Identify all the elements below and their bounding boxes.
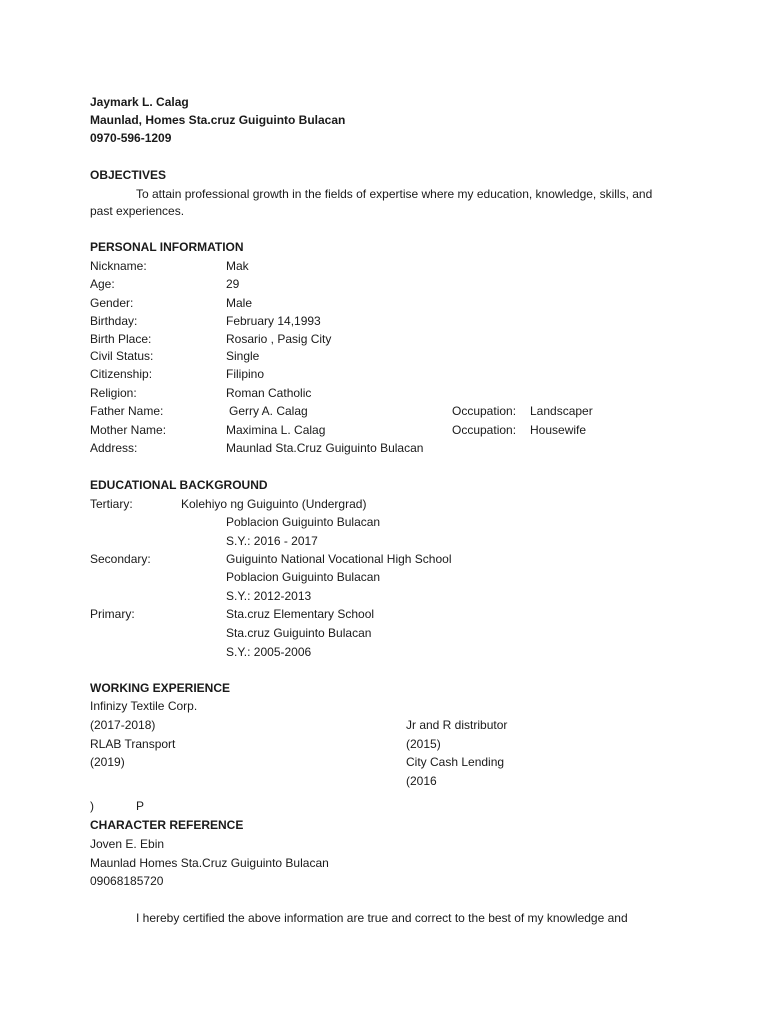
- education-level-label: Secondary:: [90, 552, 151, 566]
- objectives-heading: OBJECTIVES: [90, 168, 167, 182]
- education-level-label: Primary:: [90, 607, 135, 621]
- school-year: S.Y.: 2012-2013: [226, 589, 312, 603]
- employment-period: (2019): [90, 755, 125, 769]
- occupation-value: Landscaper: [530, 404, 593, 418]
- personal-value: February 14,1993: [226, 314, 321, 328]
- personal-label: Religion:: [90, 386, 137, 400]
- applicant-name: Jaymark L. Calag: [90, 95, 189, 109]
- school-location: Poblacion Guiguinto Bulacan: [226, 515, 381, 529]
- certification-text: I hereby certified the above information are true and correct to the best of my knowledge and: [136, 911, 628, 925]
- personal-value: Maximina L. Calag: [226, 423, 326, 437]
- personal-label: Age:: [90, 277, 115, 291]
- personal-value: Roman Catholic: [226, 386, 312, 400]
- employer-name: City Cash Lending: [406, 755, 505, 769]
- education-level-label: Tertiary:: [90, 497, 133, 511]
- occupation-value: Housewife: [530, 423, 587, 437]
- personal-label: Birth Place:: [90, 332, 152, 346]
- personal-value: Gerry A. Calag: [229, 404, 308, 418]
- occupation-label: Occupation:: [452, 423, 517, 437]
- reference-name: Joven E. Ebin: [90, 837, 165, 851]
- personal-value: Rosario , Pasig City: [226, 332, 332, 346]
- objectives-line-1: To attain professional growth in the fields of expertise where my education, knowledge, skills, and: [136, 187, 653, 201]
- personal-info-heading: PERSONAL INFORMATION: [90, 240, 244, 254]
- personal-label: Mother Name:: [90, 423, 167, 437]
- personal-label: Civil Status:: [90, 349, 154, 363]
- employment-period: (2017-2018): [90, 718, 156, 732]
- personal-label: Nickname:: [90, 259, 147, 273]
- reference-heading: CHARACTER REFERENCE: [90, 818, 244, 832]
- school-name: Sta.cruz Elementary School: [226, 607, 375, 621]
- stray-letter: P: [136, 799, 145, 813]
- school-year: S.Y.: 2016 - 2017: [226, 534, 318, 548]
- personal-value: 29: [226, 277, 240, 291]
- education-heading: EDUCATIONAL BACKGROUND: [90, 478, 268, 492]
- employer-name: Infinizy Textile Corp.: [90, 699, 198, 713]
- school-name: Guiguinto National Vocational High School: [226, 552, 452, 566]
- personal-value: Male: [226, 296, 253, 310]
- occupation-label: Occupation:: [452, 404, 517, 418]
- applicant-address: Maunlad, Homes Sta.cruz Guiguinto Bulacan: [90, 113, 346, 127]
- reference-phone: 09068185720: [90, 874, 164, 888]
- school-location: Sta.cruz Guiguinto Bulacan: [226, 626, 372, 640]
- personal-label: Gender:: [90, 296, 134, 310]
- employer-name: Jr and R distributor: [406, 718, 508, 732]
- personal-value: Single: [226, 349, 260, 363]
- personal-label: Address:: [90, 441, 138, 455]
- employment-period: (2016: [406, 774, 437, 788]
- personal-value: Mak: [226, 259, 249, 273]
- reference-address: Maunlad Homes Sta.Cruz Guiguinto Bulacan: [90, 856, 329, 870]
- employment-period: (2015): [406, 737, 441, 751]
- personal-label: Father Name:: [90, 404, 164, 418]
- personal-label: Birthday:: [90, 314, 138, 328]
- work-heading: WORKING EXPERIENCE: [90, 681, 231, 695]
- employer-name: RLAB Transport: [90, 737, 176, 751]
- personal-value: Filipino: [226, 367, 265, 381]
- school-year: S.Y.: 2005-2006: [226, 645, 312, 659]
- personal-value: Maunlad Sta.Cruz Guiguinto Bulacan: [226, 441, 424, 455]
- stray-paren: ): [90, 799, 94, 813]
- objectives-line-2: past experiences.: [90, 204, 185, 218]
- school-name: Kolehiyo ng Guiguinto (Undergrad): [181, 497, 367, 511]
- applicant-phone: 0970-596-1209: [90, 131, 172, 145]
- personal-label: Citizenship:: [90, 367, 153, 381]
- school-location: Poblacion Guiguinto Bulacan: [226, 570, 381, 584]
